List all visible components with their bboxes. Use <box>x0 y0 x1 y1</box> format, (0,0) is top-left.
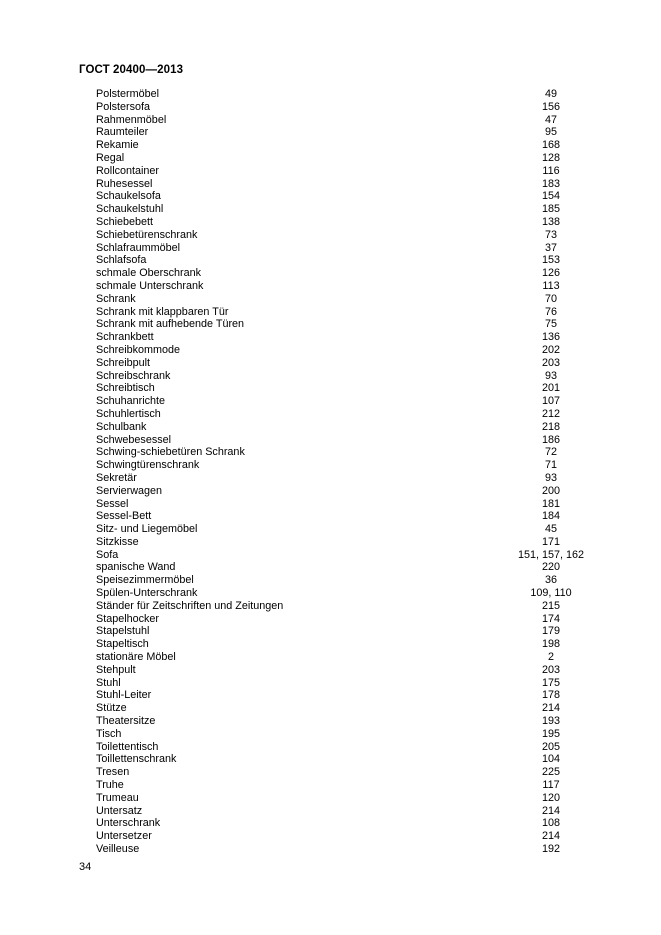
index-term: Theatersitze <box>96 715 156 728</box>
index-entry <box>96 830 606 843</box>
index-entry <box>96 549 606 562</box>
index-entry <box>96 242 606 255</box>
index-term: Stütze <box>96 702 127 715</box>
index-term: Sitz- und Liegemöbel <box>96 523 198 536</box>
index-entry <box>96 280 606 293</box>
index-page-ref: 168 <box>541 139 560 152</box>
index-entry <box>96 600 606 613</box>
index-entry <box>96 715 606 728</box>
index-page-ref: 195 <box>541 727 560 740</box>
index-page-ref: 45 <box>544 523 557 536</box>
index-page-ref: 175 <box>541 676 560 689</box>
index-entry <box>96 216 606 229</box>
index-page-ref: 93 <box>544 369 557 382</box>
index-entry <box>96 293 606 306</box>
index-page-ref: 203 <box>541 356 560 369</box>
index-term: Schiebebett <box>96 215 154 228</box>
index-term: Schreibschrank <box>96 369 171 382</box>
index-page-ref: 104 <box>541 753 560 766</box>
index-term: schmale Unterschrank <box>96 279 204 292</box>
index-term: Schaukelstuhl <box>96 203 164 216</box>
index-term: Schuhlertisch <box>96 407 161 420</box>
index-term: Rahmenmöbel <box>96 113 167 126</box>
index-page-ref: 95 <box>544 126 557 139</box>
index-term: Ruhesessel <box>96 177 153 190</box>
index-term: Stehpult <box>96 663 136 676</box>
index-term: schmale Oberschrank <box>96 267 202 280</box>
index-entry <box>96 702 606 715</box>
index-page-ref: 2 <box>547 651 554 664</box>
index-page-ref: 185 <box>541 203 560 216</box>
index-term: Polstersofa <box>96 100 151 113</box>
index-page-ref: 71 <box>544 459 557 472</box>
index-page-ref: 109, 110 <box>530 587 572 600</box>
index-term: Schwebesessel <box>96 433 172 446</box>
index-page-ref: 154 <box>541 190 560 203</box>
index-entry <box>96 408 606 421</box>
index-entry <box>96 165 606 178</box>
index-entry <box>96 139 606 152</box>
index-page-ref: 151, 157, 162 <box>517 548 585 561</box>
index-entry <box>96 805 606 818</box>
index-term: Schrank <box>96 292 136 305</box>
index-term: Ständer für Zeitschriften und Zeitungen <box>96 599 284 612</box>
index-term: Speisezimmermöbel <box>96 574 194 587</box>
index-page-ref: 214 <box>541 702 560 715</box>
index-entry <box>96 459 606 472</box>
index-entry <box>96 267 606 280</box>
index-page-ref: 200 <box>541 484 560 497</box>
index-term: Schlafsofa <box>96 254 147 267</box>
index-entry <box>96 664 606 677</box>
index-entry <box>96 753 606 766</box>
index-term: stationäre Möbel <box>96 651 176 664</box>
index-entry <box>96 446 606 459</box>
index-entry <box>96 651 606 664</box>
index-term: Schrankbett <box>96 331 154 344</box>
index-entry <box>96 357 606 370</box>
index-term: Toillettenschrank <box>96 753 177 766</box>
index-entry <box>96 485 606 498</box>
index-entry <box>96 792 606 805</box>
index-term: Sessel-Bett <box>96 510 152 523</box>
index-page-ref: 153 <box>541 254 560 267</box>
index-term: Schuhanrichte <box>96 395 166 408</box>
index-term: Stuhl-Leiter <box>96 689 152 702</box>
index-page-ref: 75 <box>544 318 557 331</box>
index-page-ref: 49 <box>544 88 557 100</box>
index-page-ref: 171 <box>541 535 560 548</box>
index-term: spanische Wand <box>96 561 176 574</box>
index-page-ref: 225 <box>541 766 560 779</box>
index-entry <box>96 638 606 651</box>
index-term: Stapelstuhl <box>96 625 150 638</box>
index-entry <box>96 817 606 830</box>
index-term: Polstermöbel <box>96 88 160 100</box>
index-term: Servierwagen <box>96 484 163 497</box>
index-entry <box>96 382 606 395</box>
index-page-ref: 220 <box>541 561 560 574</box>
index-entry <box>96 254 606 267</box>
index-page-ref: 218 <box>541 420 560 433</box>
index-term: Rekamie <box>96 139 139 152</box>
index-page-ref: 117 <box>542 779 560 792</box>
index-page-ref: 36 <box>544 574 557 587</box>
index-term: Tresen <box>96 766 130 779</box>
index-page-ref: 198 <box>541 638 560 651</box>
index-list <box>96 88 606 856</box>
index-page-ref: 202 <box>541 343 560 356</box>
index-term: Veilleuse <box>96 843 140 856</box>
index-page-ref: 178 <box>541 689 560 702</box>
index-term: Schwingtürenschrank <box>96 459 200 472</box>
index-entry <box>96 843 606 856</box>
index-page-ref: 70 <box>544 292 557 305</box>
index-page-ref: 108 <box>541 817 560 830</box>
index-page-ref: 186 <box>541 433 560 446</box>
index-term: Schwing-schiebetüren Schrank <box>96 446 245 459</box>
index-entry <box>96 741 606 754</box>
index-entry <box>96 395 606 408</box>
index-entry <box>96 574 606 587</box>
index-term: Schreibtisch <box>96 382 155 395</box>
index-term: Truhe <box>96 779 124 792</box>
index-term: Rollcontainer <box>96 164 160 177</box>
index-entry <box>96 587 606 600</box>
index-page-ref: 128 <box>541 151 560 164</box>
index-term: Stapelhocker <box>96 612 160 625</box>
index-page-ref: 181 <box>541 497 560 510</box>
index-term: Sitzkisse <box>96 535 139 548</box>
index-page-ref: 212 <box>541 407 560 420</box>
index-entry <box>96 421 606 434</box>
index-entry <box>96 766 606 779</box>
index-entry <box>96 203 606 216</box>
index-entry <box>96 613 606 626</box>
index-term: Schaukelsofa <box>96 190 161 203</box>
index-term: Sekretär <box>96 471 137 484</box>
index-term: Schulbank <box>96 420 147 433</box>
index-term: Sessel <box>96 497 129 510</box>
index-entry <box>96 190 606 203</box>
index-term: Schreibkommode <box>96 343 181 356</box>
index-entry <box>96 331 606 344</box>
index-entry <box>96 510 606 523</box>
index-term: Schrank mit aufhebende Türen <box>96 318 245 331</box>
index-page-ref: 107 <box>541 395 560 408</box>
index-page-ref: 73 <box>544 228 557 241</box>
index-page-ref: 72 <box>544 446 557 459</box>
index-entry <box>96 152 606 165</box>
index-page-ref: 116 <box>542 164 560 177</box>
index-term: Untersatz <box>96 804 143 817</box>
index-term: Tisch <box>96 727 122 740</box>
index-page-ref: 179 <box>541 625 560 638</box>
index-entry <box>96 229 606 242</box>
index-page-ref: 215 <box>541 599 560 612</box>
index-page-ref: 184 <box>541 510 560 523</box>
index-page-ref: 214 <box>541 804 560 817</box>
index-entry <box>96 88 606 101</box>
index-entry <box>96 434 606 447</box>
index-page-ref: 192 <box>541 843 560 856</box>
index-page-ref: 47 <box>544 113 557 126</box>
index-term: Regal <box>96 151 125 164</box>
index-page-ref: 126 <box>541 267 560 280</box>
index-term: Trumeau <box>96 791 139 804</box>
index-entry <box>96 561 606 574</box>
index-entry <box>96 677 606 690</box>
index-page-ref: 93 <box>544 471 557 484</box>
index-entry <box>96 101 606 114</box>
document-header: ГОСТ 20400—2013 <box>79 64 184 76</box>
index-term: Schrank mit klappbaren Tür <box>96 305 229 318</box>
index-entry <box>96 178 606 191</box>
index-page-ref: 113 <box>542 279 560 292</box>
index-entry <box>96 523 606 536</box>
index-entry <box>96 728 606 741</box>
index-term: Toilettentisch <box>96 740 159 753</box>
index-term: Untersetzer <box>96 830 152 843</box>
index-term: Schiebetürenschrank <box>96 228 198 241</box>
index-page-ref: 193 <box>541 715 560 728</box>
index-term: Sofa <box>96 548 119 561</box>
index-page-ref: 183 <box>541 177 560 190</box>
index-term: Unterschrank <box>96 817 161 830</box>
index-page-ref: 205 <box>541 740 560 753</box>
index-term: Schreibpult <box>96 356 151 369</box>
index-entry <box>96 779 606 792</box>
index-entry <box>96 306 606 319</box>
index-page-ref: 136 <box>541 331 560 344</box>
index-entry <box>96 126 606 139</box>
index-entry <box>96 536 606 549</box>
index-page-ref: 37 <box>544 241 557 254</box>
index-page-ref: 203 <box>541 663 560 676</box>
index-page-ref: 214 <box>541 830 560 843</box>
index-term: Stuhl <box>96 676 121 689</box>
index-entry <box>96 472 606 485</box>
index-entry <box>96 370 606 383</box>
index-entry <box>96 344 606 357</box>
index-entry <box>96 498 606 511</box>
index-page-ref: 174 <box>541 612 560 625</box>
index-page-ref: 120 <box>541 791 560 804</box>
index-page-ref: 156 <box>541 100 560 113</box>
index-page-ref: 138 <box>541 215 560 228</box>
index-term: Schlafraummöbel <box>96 241 181 254</box>
index-page-ref: 76 <box>544 305 557 318</box>
index-term: Stapeltisch <box>96 638 149 651</box>
index-term: Raumteiler <box>96 126 149 139</box>
index-entry <box>96 689 606 702</box>
page-number: 34 <box>79 861 92 873</box>
index-entry <box>96 625 606 638</box>
index-term: Spülen-Unterschrank <box>96 587 198 600</box>
index-entry <box>96 114 606 127</box>
index-page-ref: 201 <box>541 382 560 395</box>
index-entry <box>96 318 606 331</box>
